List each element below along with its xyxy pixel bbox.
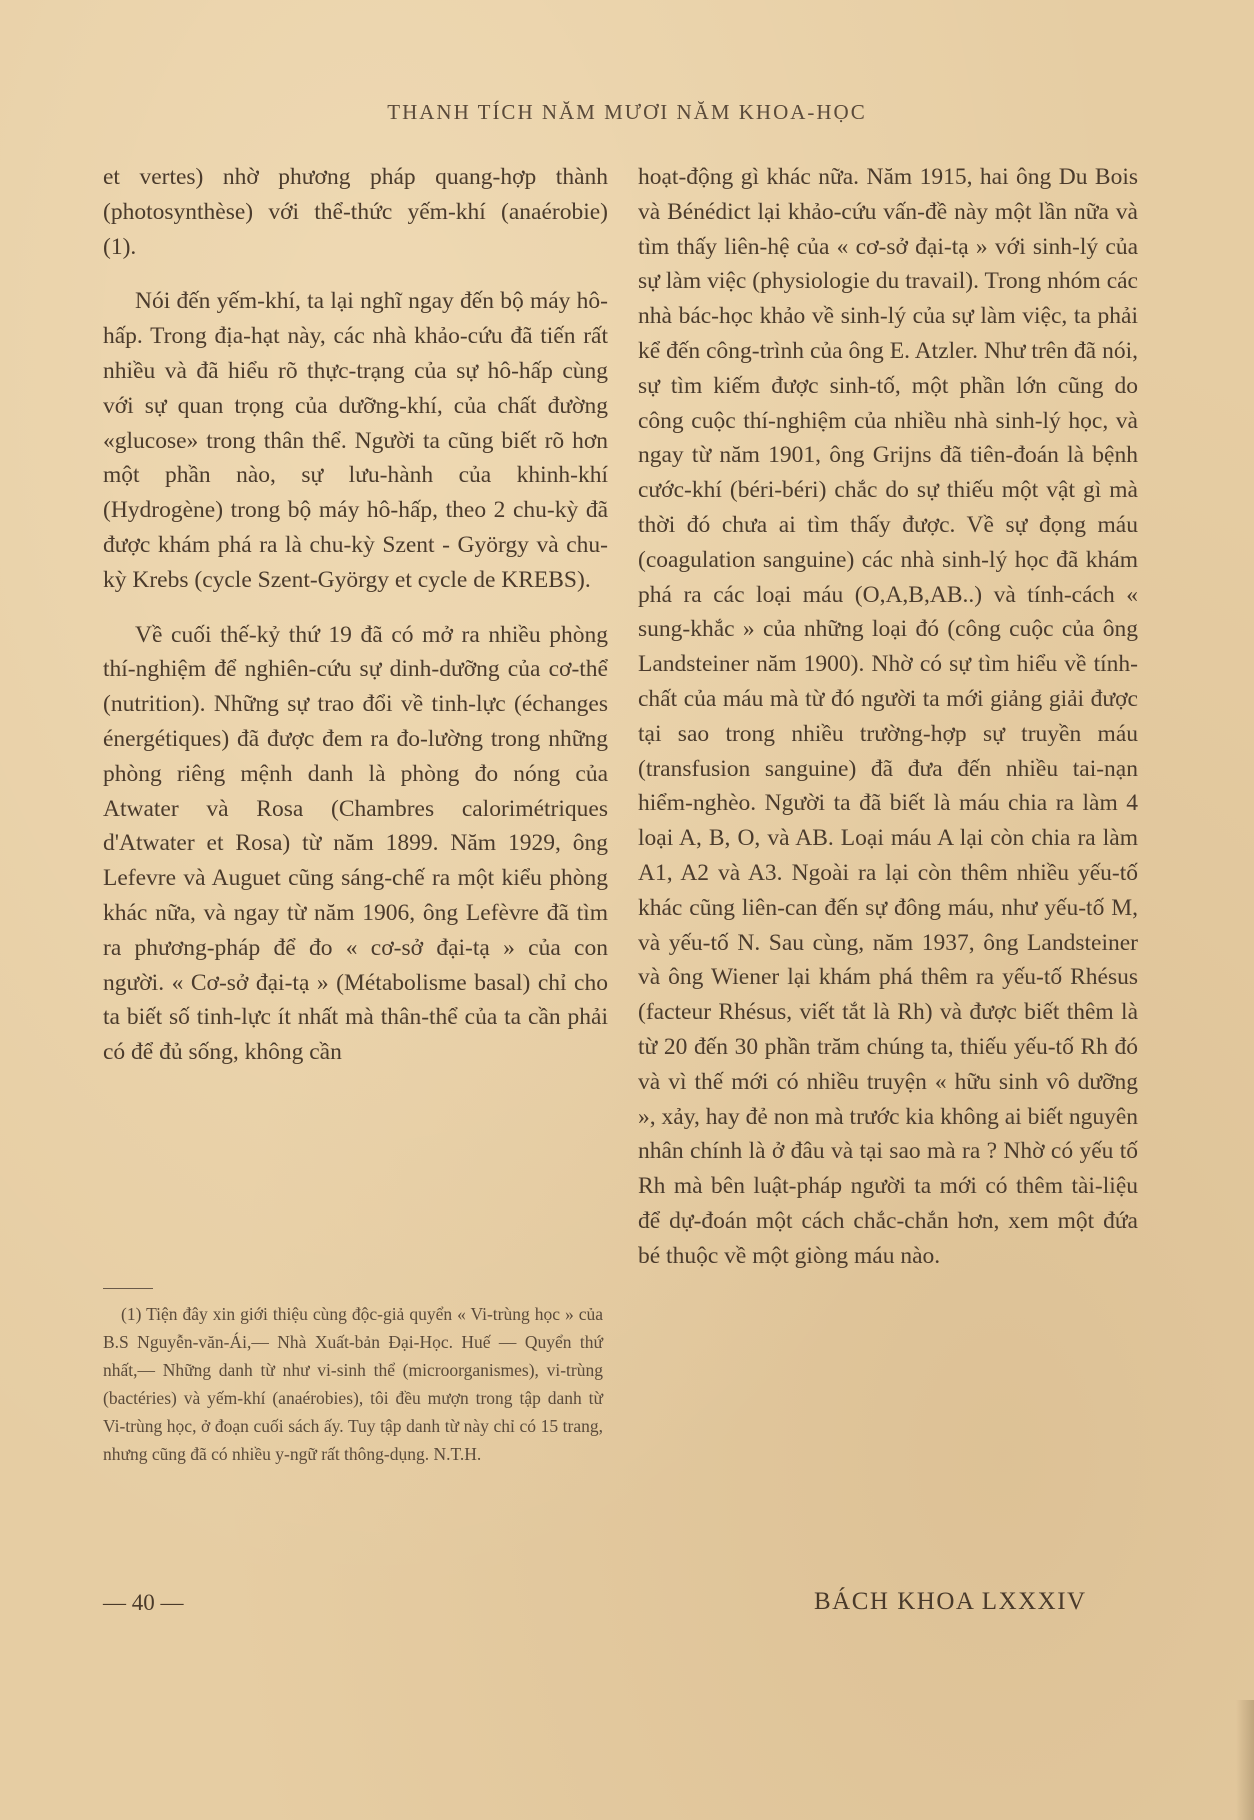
publication-name: BÁCH KHOA LXXXIV [814, 1588, 1087, 1615]
running-title: THANH TÍCH NĂM MƯƠI NĂM KHOA-HỌC [387, 100, 867, 124]
paragraph: Về cuối thế-kỷ thứ 19 đã có mở ra nhiều phòng thí-nghiệm để nghiên-cứu sự dinh-dưỡng của cơ-thể (nutrition). Những sự trao đổi về tinh-lực (échanges énergétiques) đã được đem ra đo-lường trong những phòng riêng mệnh danh là phòng đo nóng của Atwater và Rosa (Chambres calorimétriques d'Atwater et Rosa) từ năm 1899. Năm 1929, ông Lefevre và Auguet cũng sáng-chế ra một kiểu phòng khác nữa, và ngay từ năm 1906, ông Lefèvre đã tìm ra phương-pháp để đo « cơ-sở đại-tạ » của con người. « Cơ-sở đại-tạ » (Métabolisme basal) chỉ cho ta biết số tinh-lực ít nhất mà thân-thể của ta cần phải có để đủ sống, không cần [103, 621, 608, 1066]
paragraph: hoạt-động gì khác nữa. Năm 1915, hai ông Du Bois và Bénédict lại khảo-cứu vấn-đề này một lần nữa và tìm thấy liên-hệ của « cơ-sở đại-tạ » với sinh-lý của sự làm việc (physiologie du travail). Trong nhóm các nhà bác-học khảo về sinh-lý của sự làm việc, ta phải kể đến công-trình của ông E. Atzler. Như trên đã nói, sự tìm kiếm được sinh-tố, một phần lớn cũng do công cuộc thí-nghiệm của nhiều nhà sinh-lý học, và ngay từ năm 1901, ông Grijns đã tiên-đoán là bệnh cước-khí (béri-béri) chắc do sự thiếu một vật gì mà thời đó chưa ai tìm thấy được. Về sự đọng máu (coagulation sanguine) các nhà sinh-lý học đã khám phá ra các loại máu (O,A,B,AB..) và tính-cách « sung-khắc » của những loại đó (công cuộc của ông Landsteiner năm 1900). Nhờ có sự tìm hiểu về tính-chất của máu mà từ đó người ta mới giảng giải được tại sao trong nhiều trường-hợp sự truyền máu (transfusion sanguine) đã đưa đến nhiều tai-nạn hiểm-nghèo. Người ta đã biết là máu chia ra làm 4 loại A, B, O, và AB. Loại máu A lại còn chia ra làm A1, A2 và A3. Ngoài ra lại còn thêm nhiều yếu-tố khác cũng liên-can đến sự đông máu, như yếu-tố M, và yếu-tố N. Sau cùng, năm 1937, ông Landsteiner và ông Wiener lại khám phá thêm ra yếu-tố Rhésus (facteur Rhésus, viết tắt là Rh) và được biết thêm là từ 20 đến 30 phần trăm chúng ta, thiếu yếu-tố Rh đó và vì thế mới có nhiều truyện « hữu sinh vô dưỡng », xảy, hay đẻ non mà trước kia không ai biết nguyên nhân chính là ở đâu và tại sao mà ra ? Nhờ có yếu tố Rh mà bên luật-pháp người ta mới có thêm tài-liệu để dự-đoán một cách chắc-chắn hơn, xem một đứa bé thuộc về một giòng máu nào. [638, 164, 1138, 1269]
footnote-text: (1) Tiện đây xin giới thiệu cùng độc-giả quyển « Vi-trùng học » của B.S Nguyễn-văn-Ái,— Nhà Xuất-bản Đại-Học. Huế — Quyển thứ nhất,— Những danh từ như vi-sinh thể (microorganismes), vi-trùng (bactéries) và yếm-khí (anaérobies), tôi đều mượn trong tập danh từ Vi-trùng học, ở đoạn cuối sách ấy. Tuy tập danh từ này chỉ có 15 trang, nhưng cũng đã có nhiều y-ngữ rất thông-dụng. N.T.H. [103, 1304, 603, 1464]
footnote [103, 1300, 603, 1468]
right-column [638, 160, 1138, 1274]
page-number: — 40 — [103, 1590, 184, 1615]
paragraph: et vertes) nhờ phương pháp quang-hợp thành (photosynthèse) với thể-thức yếm-khí (anaérobie) (1). [103, 164, 608, 260]
paragraph: Nói đến yếm-khí, ta lại nghĩ ngay đến bộ máy hô-hấp. Trong địa-hạt này, các nhà khảo-cứu đã tiến rất nhiều và đã hiểu rõ thực-trạng của sự hô-hấp cùng với sự quan trọng của dưỡng-khí, của chất đường «glucose» trong thân thể. Người ta cũng biết rõ hơn một phần nào, sự lưu-hành của khinh-khí (Hydrogène) trong bộ máy hô-hấp, theo 2 chu-kỳ đã được khám phá ra là chu-kỳ Szent - György và chu-kỳ Krebs (cycle Szent-György et cycle de KREBS). [103, 288, 608, 593]
page-edge-shadow [1236, 1700, 1254, 1820]
left-column [103, 160, 608, 1070]
footnote-divider [103, 1288, 153, 1289]
